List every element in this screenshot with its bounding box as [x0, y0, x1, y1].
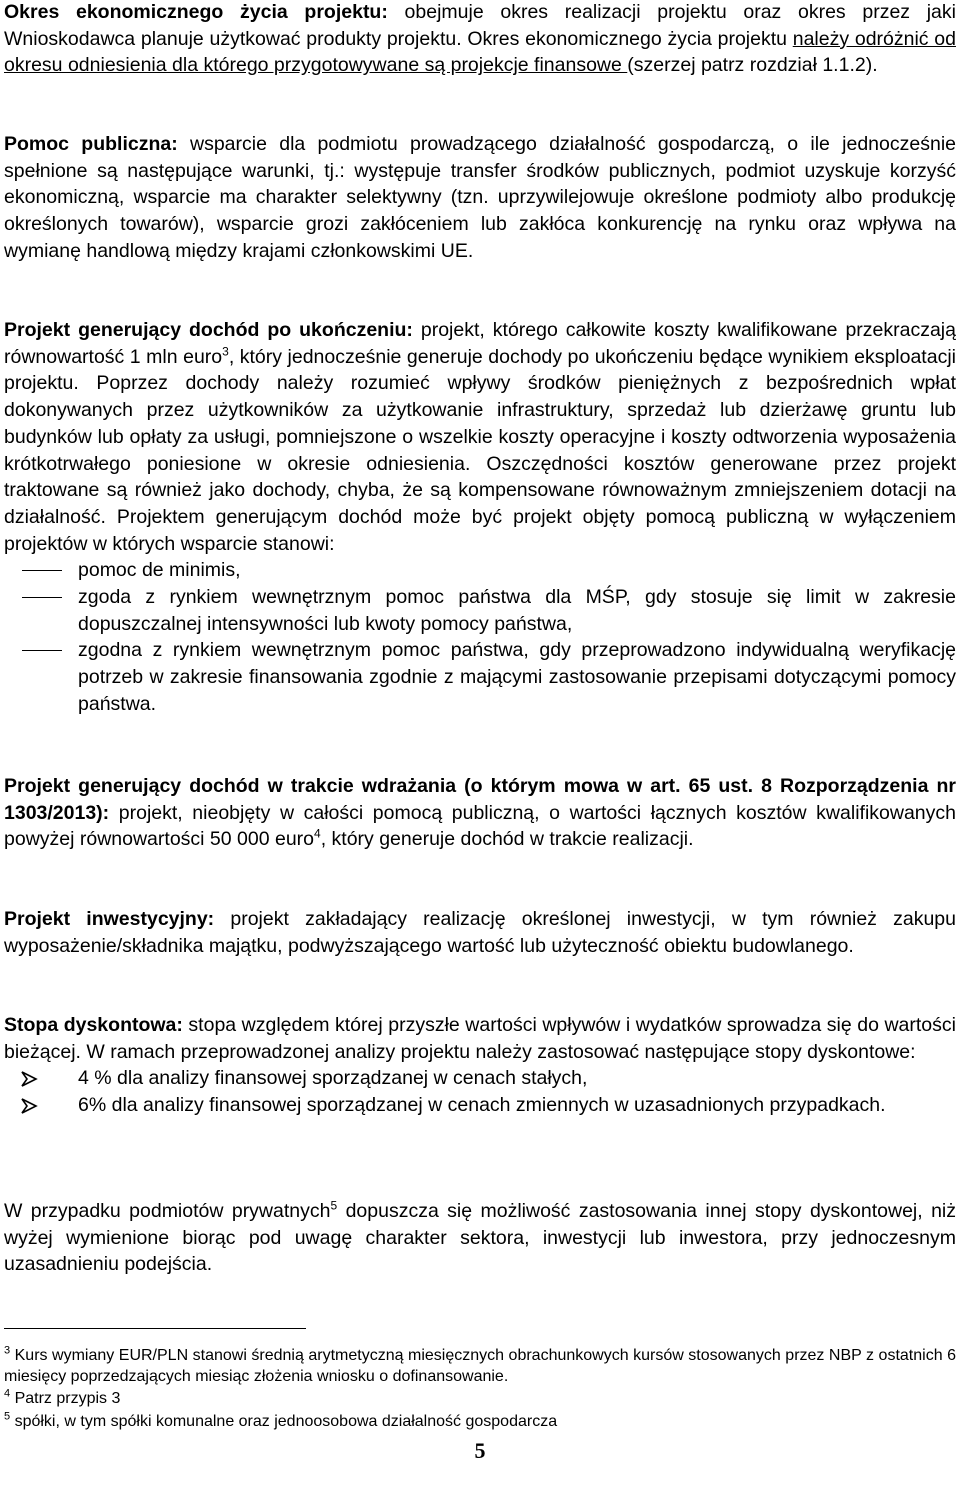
list-item: 4 % dla analizy finansowej sporządzanej w cenach stałych, — [4, 1065, 956, 1092]
term-discount-rate: Stopa dyskontowa: — [4, 1014, 183, 1036]
list-item: 6% dla analizy finansowej sporządzanej w cenach zmiennych w uzasadnionych przypadkach. — [4, 1092, 956, 1119]
paragraph-discount-rate: Stopa dyskontowa: stopa względem której przyszłe wartości wpływów i wydatków sprowadza się do wartości bieżącej. W ramach przeprowadzonej analizy projektu należy zastosować następujące stopy dyskontowe: 4 % dla analizy finansowej sporządzanej w cenach stałych, 6% dla analizy finansowej sporządzanej w cenach zmiennych w uzasadnionych przypadkach. — [4, 1012, 956, 1119]
list-item: zgodna z rynkiem wewnętrznym pomoc państwa, gdy przeprowadzono indywidualną weryfikację potrzeb w zakresie finansowania zgodnie z mającymi zastosowanie przepisami dotyczącymi pomocy państwa. — [4, 637, 956, 717]
footnote-5: $^5$ spółki, w tym spółki komunalne oraz jednoosobowa działalność gospodarcza — [4, 1410, 558, 1430]
paragraph-private-entities: W przypadku podmiotów prywatnych$^5$ dopuszcza się możliwość zastosowania innej stopy dyskontowej, niż wyżej wymienione biorąc pod uwagę charakter sektora, inwestycji lub inwestora, przy jednoczesnym uzasadnieniu podejścia. — [4, 1198, 956, 1276]
list-item: zgoda z rynkiem wewnętrznym pomoc państwa dla MŚP, gdy stosuje się limit w zakresie dopuszczalnej intensywności lub kwoty pomocy państwa, — [4, 584, 956, 637]
dash-bullet-icon — [22, 650, 62, 651]
footnote-ref-3[interactable]: 3 — [222, 344, 229, 359]
paragraph-revenue-after-completion: Projekt generujący dochód po ukończeniu: projekt, którego całkowite koszty kwalifikowane przekraczają równowartość 1 mln euro$^3$, który jednocześnie generuje dochody po ukończeniu będące wynikiem eksploatacji projektu. Poprzez dochody należy rozumieć wpływy środków pieniężnych z bezpośrednich wpłat dokonywanych przez użytkowników za użytkowanie infrastruktury, sprzedaż lub dzierżawę gruntu lub budynków lub opłaty za usługi, pomniejszone o wszelkie koszty operacyjne i koszty odtworzenia wyposażenia krótkotrwałego poniesione w okresie odniesienia. Oszczędności kosztów generowane przez projekt traktowane są również jako dochody, chyba, że są kompensowane równoważnym zmniejszeniem dotacji na działalność. Projektem generującym dochód może być projekt objęty pomocą publiczną w wyłączeniem projektów w których wsparcie stanowi: pomoc de minimis, zgoda z rynkiem wewnętrznym pomoc państwa dla MŚP, gdy stosuje się limit w zakresie dopuszczalnej intensywności lub kwoty pomocy państwa, zgodna z rynkiem wewnętrznym pomoc państwa, gdy przeprowadzono indywidualną weryfikację potrzeb w zakresie finansowania zgodnie z mającymi zastosowanie przepisami dotyczącymi pomocy państwa. — [4, 317, 956, 718]
term-investment-project: Projekt inwestycyjny: — [4, 908, 215, 930]
term-public-aid: Pomoc publiczna: — [4, 133, 178, 155]
footnote-separator — [4, 1328, 306, 1329]
page-number: 5 — [474, 1438, 486, 1463]
dash-bullet-icon — [22, 597, 62, 598]
paragraph-public-aid: Pomoc publiczna: wsparcie dla podmiotu prowadzącego działalność gospodarczą, o ile jednocześnie spełnione są następujące warunki, tj.: występuje transfer środków publicznych, podmiot uzyskuje korzyść ekonomiczną, wsparcie ma charakter selektywny (tzn. uprzywilejowuje określone podmioty albo produkcję określonych towarów), wsparcie grozi zakłóceniem lub zakłóca konkurencję na rynku oraz wpływa na wymianę handlową między krajami członkowskimi UE. — [4, 133, 956, 262]
arrow-bullet-icon — [20, 1071, 38, 1087]
term-economic-life: Okres ekonomicznego życia projektu: — [4, 1, 388, 23]
exclusions-list — [4, 557, 956, 717]
footnote-3: $^3$ Kurs wymiany EUR/PLN stanowi średnią arytmetyczną miesięcznych obrachunkowych kursów stosowanych przez NBP z ostatnich 6 miesięcy poprzedzających miesiąc złożenia wniosku o dofinansowanie. — [4, 1344, 956, 1385]
footnote-ref-4[interactable]: 4 — [314, 826, 321, 841]
discount-rates-list — [4, 1065, 956, 1118]
term-revenue-during-implementation: Projekt generujący dochód w trakcie wdrażania (o którym mowa w art. 65 ust. 8 Rozporządzenia nr 1303/2013): — [4, 775, 956, 824]
paragraph-economic-life: Okres ekonomicznego życia projektu: obejmuje okres realizacji projektu oraz okres przez jaki Wnioskodawca planuje użytkować produkty projektu. Okres ekonomicznego życia projektu należy odróżnić od okresu odniesienia dla którego przygotowywane są projekcje finansowe (szerzej patrz rozdział 1.1.2). — [4, 1, 956, 77]
paragraph-revenue-during-implementation: Projekt generujący dochód w trakcie wdrażania (o którym mowa w art. 65 ust. 8 Rozporządzenia nr 1303/2013): projekt, nieobjęty w całości pomocą publiczną, o wartości łącznych kosztów kwalifikowanych powyżej równowartości 50 000 euro$^4$, który generuje dochód w trakcie realizacji. — [4, 775, 956, 851]
arrow-bullet-icon — [20, 1098, 38, 1114]
list-item: pomoc de minimis, — [4, 557, 956, 584]
underlined-text: należy odróżnić od okresu odniesienia dla którego przygotowywane są projekcje finansowe — [4, 27, 956, 77]
paragraph-investment-project: Projekt inwestycyjny: projekt zakładający realizację określonej inwestycji, w tym również zakupu wyposażenie/składnika majątku, podwyższającego wartość lub użyteczność obiektu budowlanego. — [4, 908, 956, 957]
dash-bullet-icon — [22, 570, 62, 571]
footnote-ref-5[interactable]: 5 — [330, 1198, 338, 1213]
footnote-4: $^4$ Patrz przypis 3 — [4, 1387, 121, 1407]
term-revenue-after-completion: Projekt generujący dochód po ukończeniu: — [4, 319, 413, 341]
